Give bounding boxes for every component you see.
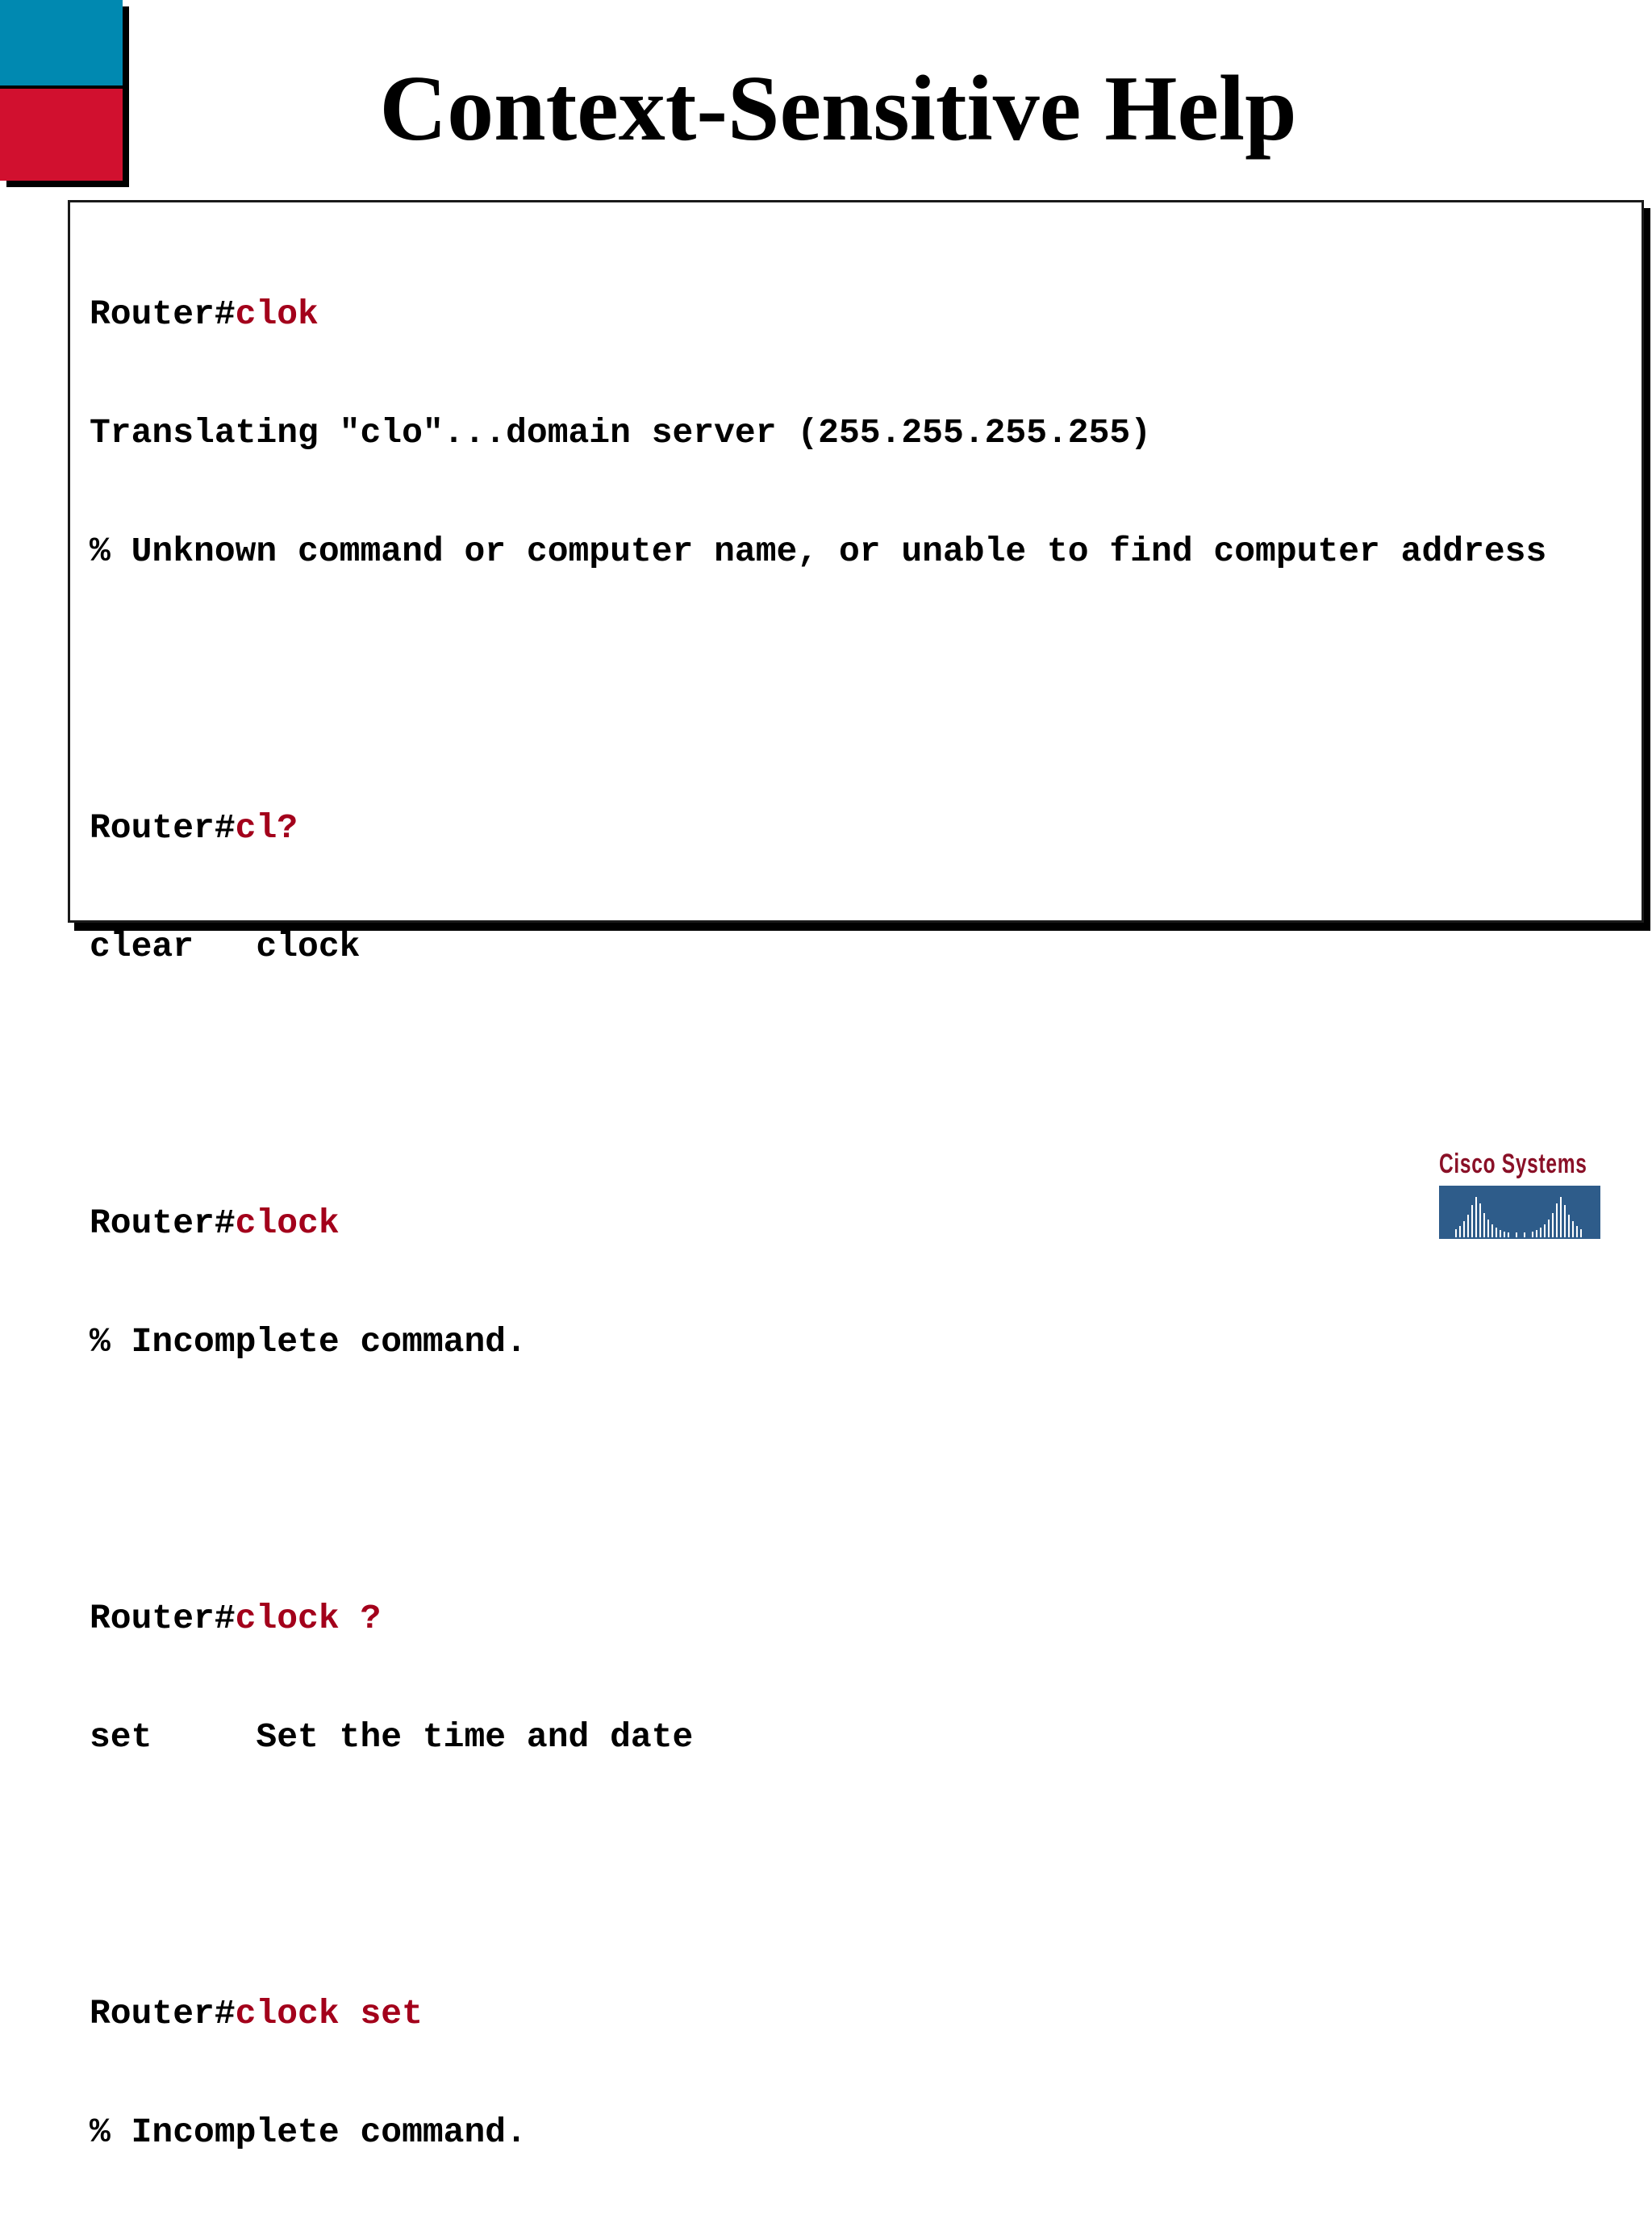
- cisco-systems-logo: [1439, 1149, 1600, 1239]
- terminal-command-line: [90, 1203, 1546, 1243]
- terminal-output-line: % Incomplete command.: [90, 1322, 527, 1362]
- slide-title: Context-Sensitive Help: [379, 57, 1297, 161]
- router-prompt: Router#: [90, 1994, 236, 2033]
- cisco-bridge-icon: [1439, 1186, 1600, 1239]
- typed-command: cl?: [235, 808, 298, 848]
- terminal-command-line: [90, 1994, 1546, 2033]
- terminal-text: [90, 215, 1546, 2231]
- terminal-output-line: % Unknown command or computer name, or unable to find computer address: [90, 532, 1547, 571]
- terminal-command-line: [90, 1599, 1546, 1638]
- typed-command: clock set: [235, 1994, 423, 2033]
- terminal-output-line: Translating "clo"...domain server (255.255.255.255): [90, 413, 1152, 452]
- cisco-systems-logo-text: Cisco Systems: [1439, 1149, 1587, 1179]
- typed-command: clok: [235, 294, 319, 334]
- router-prompt: Router#: [90, 1203, 236, 1243]
- typed-command: clock ?: [235, 1599, 382, 1638]
- terminal-command-line: [90, 808, 1546, 848]
- router-prompt: Router#: [90, 294, 236, 334]
- terminal-blank-line: [90, 1836, 1546, 1875]
- terminal-blank-line: [90, 1441, 1546, 1480]
- typed-command: clock: [235, 1203, 340, 1243]
- router-prompt: Router#: [90, 808, 236, 848]
- terminal-output-line: % Incomplete command.: [90, 2112, 527, 2152]
- terminal-blank-line: [90, 650, 1546, 690]
- terminal-output-line: clear clock: [90, 927, 361, 966]
- terminal-command-line: [90, 294, 1546, 334]
- terminal-blank-line: [90, 1045, 1546, 1085]
- terminal-output-line: set Set the time and date: [90, 1717, 694, 1757]
- router-prompt: Router#: [90, 1599, 236, 1638]
- cisco-bridge-bars: [1439, 1186, 1600, 1239]
